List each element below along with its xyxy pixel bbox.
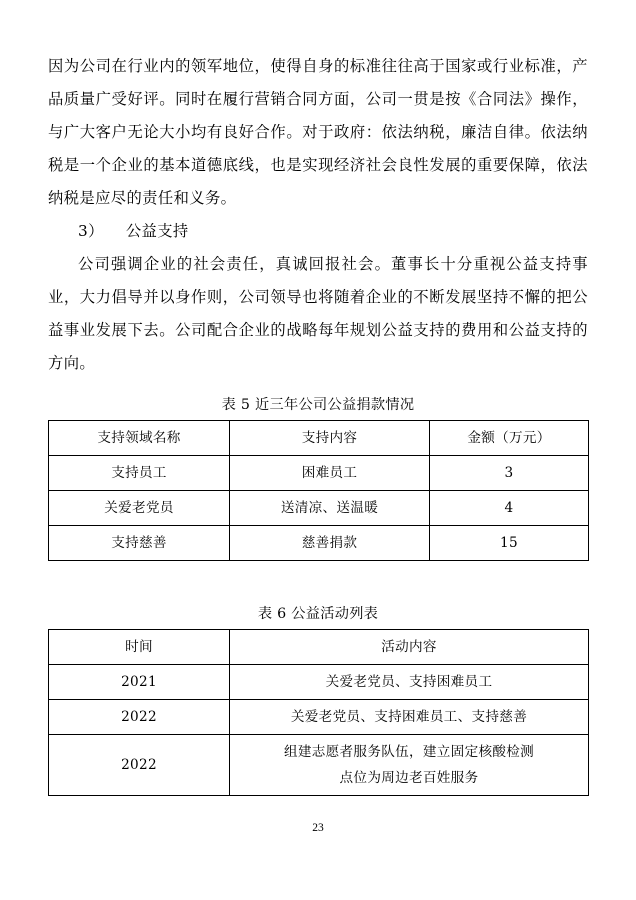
table-6-header-cell-1: 时间 <box>49 630 230 665</box>
table-6-cell-r1c1: 2021 <box>49 665 230 700</box>
body-paragraph-2: 公司强调企业的社会责任，真诚回报社会。董事长十分重视公益支持事业，大力倡导并以身作则，公司领导也将随着企业的不断发展坚持不懈的把公益事业发展下去。公司配合企业的战略每年规划公益支持的费用和公益支持的方向。 <box>48 255 588 372</box>
table-row-header <box>49 421 589 456</box>
table-6-cell-r1c2: 关爱老党员、支持困难员工 <box>230 665 589 700</box>
table-6-cell-r3c2 <box>230 735 589 796</box>
table-row <box>49 700 589 735</box>
table-6-cell-r3c2-line-1: 组建志愿者服务队伍，建立固定核酸检测 <box>283 744 535 760</box>
section-heading-3 <box>48 215 588 248</box>
table-5-cell-r1c3: 3 <box>430 456 589 491</box>
table-5-cell-r1c2: 困难员工 <box>230 456 430 491</box>
table-5-cell-r1c1: 支持员工 <box>49 456 230 491</box>
table-5-cell-r2c2: 送清凉、送温暖 <box>230 491 430 526</box>
table-6-header-cell-2: 活动内容 <box>230 630 589 665</box>
table-5-caption: 表 5 近三年公司公益捐款情况 <box>221 397 415 413</box>
table-6-cell-r2c2: 关爱老党员、支持困难员工、支持慈善 <box>230 700 589 735</box>
table-6-cell-r2c1: 2022 <box>49 700 230 735</box>
table-5-cell-r3c3: 15 <box>430 526 589 561</box>
table-6-cell-r3c2-line-2: 点位为周边老百姓服务 <box>339 770 479 786</box>
table-5-cell-r2c1: 关爱老党员 <box>49 491 230 526</box>
heading-text: 公益支持 <box>125 222 189 240</box>
table-5-header-cell-1: 支持领域名称 <box>49 421 230 456</box>
table-row <box>49 491 589 526</box>
table-5-header-cell-3: 金额（万元） <box>430 421 589 456</box>
table-6-cell-r3c1: 2022 <box>49 735 230 796</box>
heading-number: 3） <box>78 222 104 240</box>
table-5-cell-r2c3: 4 <box>430 491 589 526</box>
table-6 <box>48 629 589 796</box>
table-row <box>49 456 589 491</box>
table-row <box>49 526 589 561</box>
table-5 <box>48 420 589 561</box>
table-5-header-cell-2: 支持内容 <box>230 421 430 456</box>
page-number: 23 <box>312 822 324 834</box>
table-5-cell-r3c1: 支持慈善 <box>49 526 230 561</box>
table-row <box>49 735 589 796</box>
table-6-caption: 表 6 公益活动列表 <box>257 606 379 622</box>
table-row-header <box>49 630 589 665</box>
page-content <box>48 50 588 796</box>
table-5-cell-r3c2: 慈善捐款 <box>230 526 430 561</box>
body-paragraph-1: 因为公司在行业内的领军地位，使得自身的标准往往高于国家或行业标准，产品质量广受好评。同时在履行营销合同方面，公司一贯是按《合同法》操作，与广大客户无论大小均有良好合作。对于政府：依法纳税，廉洁自律。依法纳税是一个企业的基本道德底线，也是实现经济社会良性发展的重要保障，依法纳税是应尽的责任和义务。 <box>48 57 588 207</box>
table-row <box>49 665 589 700</box>
